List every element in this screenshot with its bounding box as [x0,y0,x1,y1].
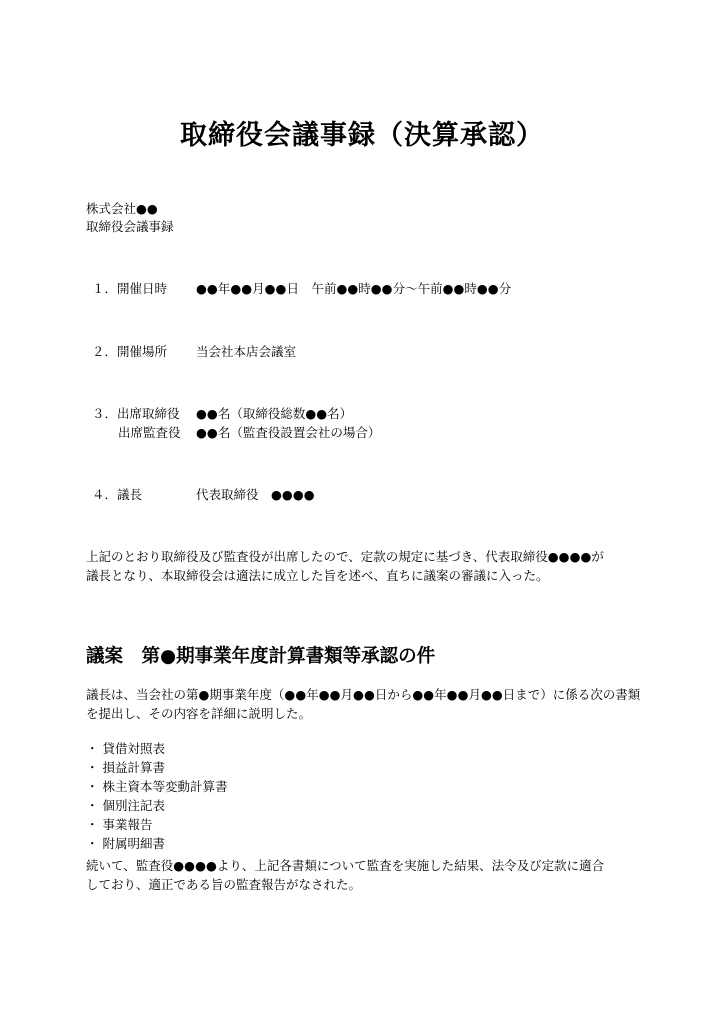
list-item: ・ 個別注記表 [86,798,165,813]
attending-directors-value: ●●名（取締役総数●●名） [196,406,353,421]
attending-auditors-value: ●●名（監査役設置会社の場合） [196,425,381,440]
list-item: ・ 貸借対照表 [86,741,165,756]
list-item: ・ 株主資本等変動計算書 [86,779,228,794]
list-item: ・ 事業報告 [86,817,153,832]
company-name: 株式会社●● [86,201,158,216]
date-label: １．開催日時 [92,281,168,296]
attending-directors-label: ３．出席取締役 [92,406,180,421]
place-label: ２．開催場所 [92,344,168,359]
document-name: 取締役会議事録 [86,219,174,234]
agenda-heading: 議案 第●期事業年度計算書類等承認の件 [86,646,436,667]
list-item: ・ 損益計算書 [86,760,165,775]
intro-line-1: 上記のとおり取締役及び監査役が出席したので、定款の規定に基づき、代表取締役●●●●が [86,549,604,564]
agenda-para2-line1: 続いて、監査役●●●●より、上記各書類について監査を実施した結果、法令及び定款に適合 [86,858,605,873]
chair-label: ４．議長 [92,487,143,502]
attending-auditors-label: 出席監査役 [118,425,181,440]
agenda-para2-line2: しており、適正である旨の監査報告がなされた。 [86,877,362,892]
list-item: ・ 附属明細書 [86,836,165,851]
intro-line-2: 議長となり、本取締役会は適法に成立した旨を述べ、直ちに議案の審議に入った。 [86,568,549,583]
date-value: ●●年●●月●●日 午前●●時●●分～午前●●時●●分 [196,281,512,296]
place-value: 当会社本店会議室 [196,344,297,359]
agenda-para1-line2: を提出し、その内容を詳細に説明した。 [86,706,312,721]
document-title: 取締役会議事録（決算承認） [180,120,544,151]
chair-value: 代表取締役 ●●●● [196,487,315,502]
agenda-para1-line1: 議長は、当会社の第●期事業年度（●●年●●月●●日から●●年●●月●●日まで）に係る次の書類 [86,687,641,702]
